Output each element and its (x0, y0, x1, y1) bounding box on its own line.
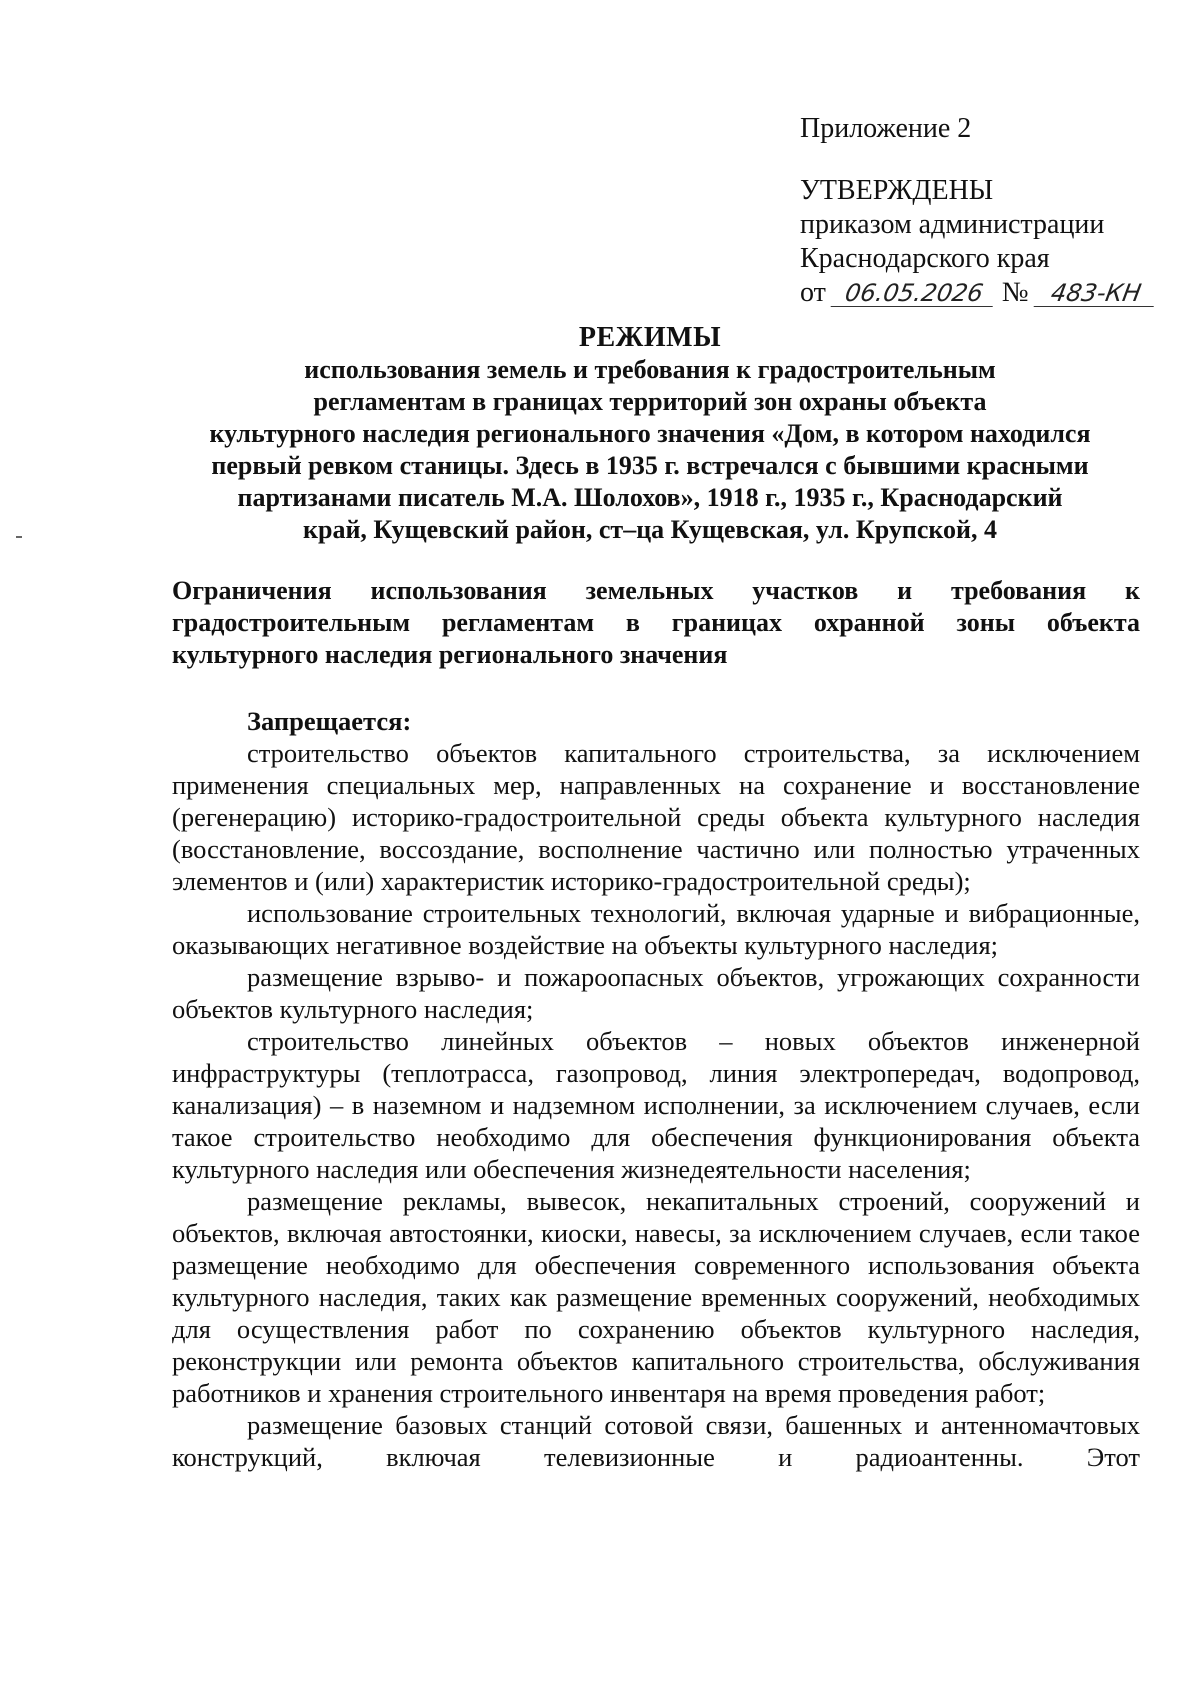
handwritten-number: 483-КН (1033, 280, 1158, 307)
prohibition-item: строительство объектов капитального строительства, за исключением применения специальных мер, направленных на сохранение и восстановление (регенерацию) историко-градостроительной среды объекта культурного наследия (восстановление, воссоздание, восполнение частично или полностью утраченных элементов и (или) характеристик историко-градостроительной среды); (172, 738, 1140, 896)
prohibition-item: размещение базовых станций сотовой связи, башенных и антенномачтовых конструкций, включая телевизионные и радиоантенны. Этот (172, 1410, 1140, 1472)
prohibition-item: строительство линейных объектов – новых объектов инженерной инфраструктуры (теплотрасса, газопровод, линия электропередач, водопровод, канализация) – в наземном и надземном исполнении, за исключением случаев, если такое строительство необходимо для обеспечения функционирования объекта культурного наследия или обеспечения жизнедеятельности населения; (172, 1026, 1140, 1184)
approval-stamp-block (800, 112, 1156, 310)
scan-edge-mark (16, 536, 22, 538)
section-heading: Ограничения использования земельных участков и требования к градостроительным регламентам в границах охранной зоны объекта культурного наследия регионального значения (172, 576, 1140, 669)
prohibition-item: размещение взрыво- и пожароопасных объектов, угрожающих сохранности объектов культурного наследия; (172, 962, 1140, 1024)
prohibited-heading: Запрещается: (247, 706, 412, 736)
date-prefix: от (800, 277, 826, 308)
title-line: культурного наследия регионального значения «Дом, в котором находился (209, 419, 1091, 448)
approved-label: УТВЕРЖДЕНЫ (800, 175, 994, 206)
approved-by-line-1: приказом администрации (800, 209, 1105, 240)
title-line: партизанами писатель М.А. Шолохов», 1918 г., 1935 г., Краснодарский (237, 483, 1063, 512)
prohibition-item: использование строительных технологий, включая ударные и вибрационные, оказывающих негативное воздействие на объекты культурного наследия; (172, 898, 1140, 960)
title-line: использования земель и требования к градостроительным (304, 355, 996, 384)
number-prefix: № (1001, 277, 1029, 308)
document-title-block (150, 322, 1150, 546)
prohibition-item: размещение рекламы, вывесок, некапитальных строений, сооружений и объектов, включая автостоянки, киоски, навесы, за исключением случаев, если такое размещение необходимо для обеспечения современного использования объекта культурного наследия, таких как размещение временных сооружений, необходимых для осуществления работ по сохранению объектов культурного наследия, реконструкции или ремонта объектов капитального строительства, обслуживания работников и хранения строительного инвентаря на время проведения работ; (172, 1186, 1140, 1408)
prohibitions-section (172, 705, 1140, 1473)
title-line: первый ревком станицы. Здесь в 1935 г. встречался с бывшими красными (211, 451, 1089, 480)
attachment-label: Приложение 2 (800, 113, 972, 144)
document-title: РЕЖИМЫ (578, 322, 722, 353)
approved-by-line-2: Краснодарского края (800, 243, 1050, 274)
order-date-number-line (800, 276, 1156, 310)
handwritten-date: 06.05.2026 (830, 280, 997, 307)
title-line: регламентам в границах территорий зон охраны объекта (313, 387, 987, 416)
title-line: край, Кущевский район, ст–ца Кущевская, ул. Крупской, 4 (303, 515, 997, 544)
